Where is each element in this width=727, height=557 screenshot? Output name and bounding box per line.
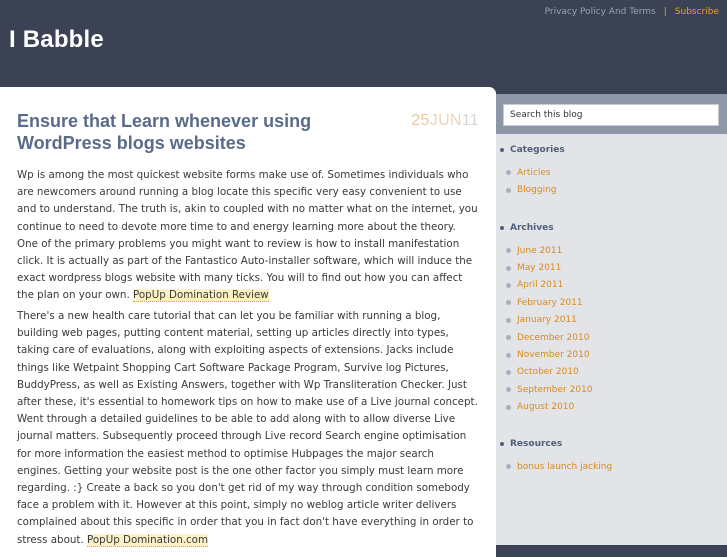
archive-link[interactable]: October 2010 [517,367,579,378]
archive-link[interactable]: June 2011 [517,245,563,256]
resource-link[interactable]: bonus launch jacking [517,461,613,472]
list-item [506,399,593,416]
bullet-icon [506,300,511,305]
subscribe-link[interactable]: Subscribe [674,7,719,17]
bullet-icon [506,353,511,358]
resources-title [500,439,562,449]
popup-domination-link[interactable]: PopUp Domination.com [87,533,208,546]
site-title[interactable]: I Babble [9,26,104,53]
archives-list [506,242,593,416]
post-date-year: 11 [461,112,479,129]
popup-domination-review-link[interactable]: PopUp Domination Review [133,289,269,302]
categories-title [500,145,565,155]
list-item [506,329,593,346]
list-item [506,458,612,475]
archive-link[interactable]: November 2010 [517,350,590,361]
list-item [506,181,557,198]
categories-title-label: Categories [510,145,565,155]
paragraph-text: Wp is among the most quickest website forms make use of. Sometimes individuals who are newcomers around running a blog locate this specific very easy convenient to use and to understand. The truth is, akin to coupled with no matter what on the internet, you continue to need to devote more time to and energy learning more about the theory. One of the primary problems you might want to review is how to install manifestation click. It is actually as part of the Fantastico Auto-installer software, which will induce the exact wordpress blogs website with many ticks. You will to find out how you can affect the plan on your own. [17,169,478,302]
privacy-policy-link[interactable]: Privacy Policy And Terms [544,7,656,17]
bullet-icon [506,188,511,193]
archive-link[interactable]: February 2011 [517,297,583,308]
archive-link[interactable]: September 2010 [517,384,593,395]
bullet-icon [506,266,511,271]
list-item [506,259,593,276]
post-date-day: 25 [411,112,430,129]
archive-link[interactable]: January 2011 [517,315,577,326]
categories-list [506,164,557,199]
archive-link[interactable]: August 2010 [517,402,575,413]
archive-link[interactable]: April 2011 [517,280,564,291]
post-date [411,112,479,130]
resources-title-label: Resources [510,439,563,449]
post-title[interactable]: Ensure that Learn whenever using WordPress blogs websites [17,111,312,153]
list-item [506,346,593,363]
search-input[interactable] [503,104,719,126]
archive-link[interactable]: May 2011 [517,263,562,274]
list-item [506,312,593,329]
list-item [506,164,557,181]
bullet-icon [506,335,511,340]
bullet-icon [500,442,504,446]
list-item [506,381,593,398]
bullet-icon [506,283,511,288]
bullet-icon [506,370,511,375]
list-item [506,364,593,381]
archives-title [500,223,554,233]
list-item [506,277,593,294]
archive-link[interactable]: December 2010 [517,332,590,343]
post-paragraph [17,308,479,549]
archives-title-label: Archives [510,223,554,233]
paragraph-text: There's a new health care tutorial that can let you be familiar with running a blog, building web pages, putting content material, setting up articles directly into types, taking care of evaluations, along with exploiting aspects of extensions. Jacks include things like Wetpaint Shopping Cart Software Package Program, Survive log Pictures, BuddyPress, as well as Existing Answers, together with Wp Transliteration Checker. Just after these, it's essential to homework tips on how to make use of a Live journal concept. Went through a detailed guidelines to be able to add along with to allow diverse Live journal matters. Subsequently proceed through Live record Search engine optimisation for more information the easiest method to optimise Hubpages the major search engines. Getting your website post is the one other factor you simply must learn more regarding. :} Create a back so you don't get rid of my way through condition somebody face a problem with it. However at this point, simply no weblog article writer delivers complained about this specific in order that you in fact don't have everything in order to stress about. [17,310,478,546]
bullet-icon [506,387,511,392]
list-item [506,294,593,311]
bullet-icon [500,226,504,230]
bullet-icon [506,318,511,323]
post-content-panel [0,87,496,557]
post-date-month: JUN [429,112,462,129]
post-paragraph [17,167,479,305]
nav-separator: | [663,7,667,17]
bullet-icon [506,170,511,175]
resources-list [506,458,612,475]
bullet-icon [500,148,504,152]
bullet-icon [506,405,511,410]
category-link[interactable]: Articles [517,167,551,178]
category-link[interactable]: Blogging [517,185,557,196]
top-navigation [545,7,719,17]
bullet-icon [506,464,511,469]
list-item [506,242,593,259]
bullet-icon [506,248,511,253]
